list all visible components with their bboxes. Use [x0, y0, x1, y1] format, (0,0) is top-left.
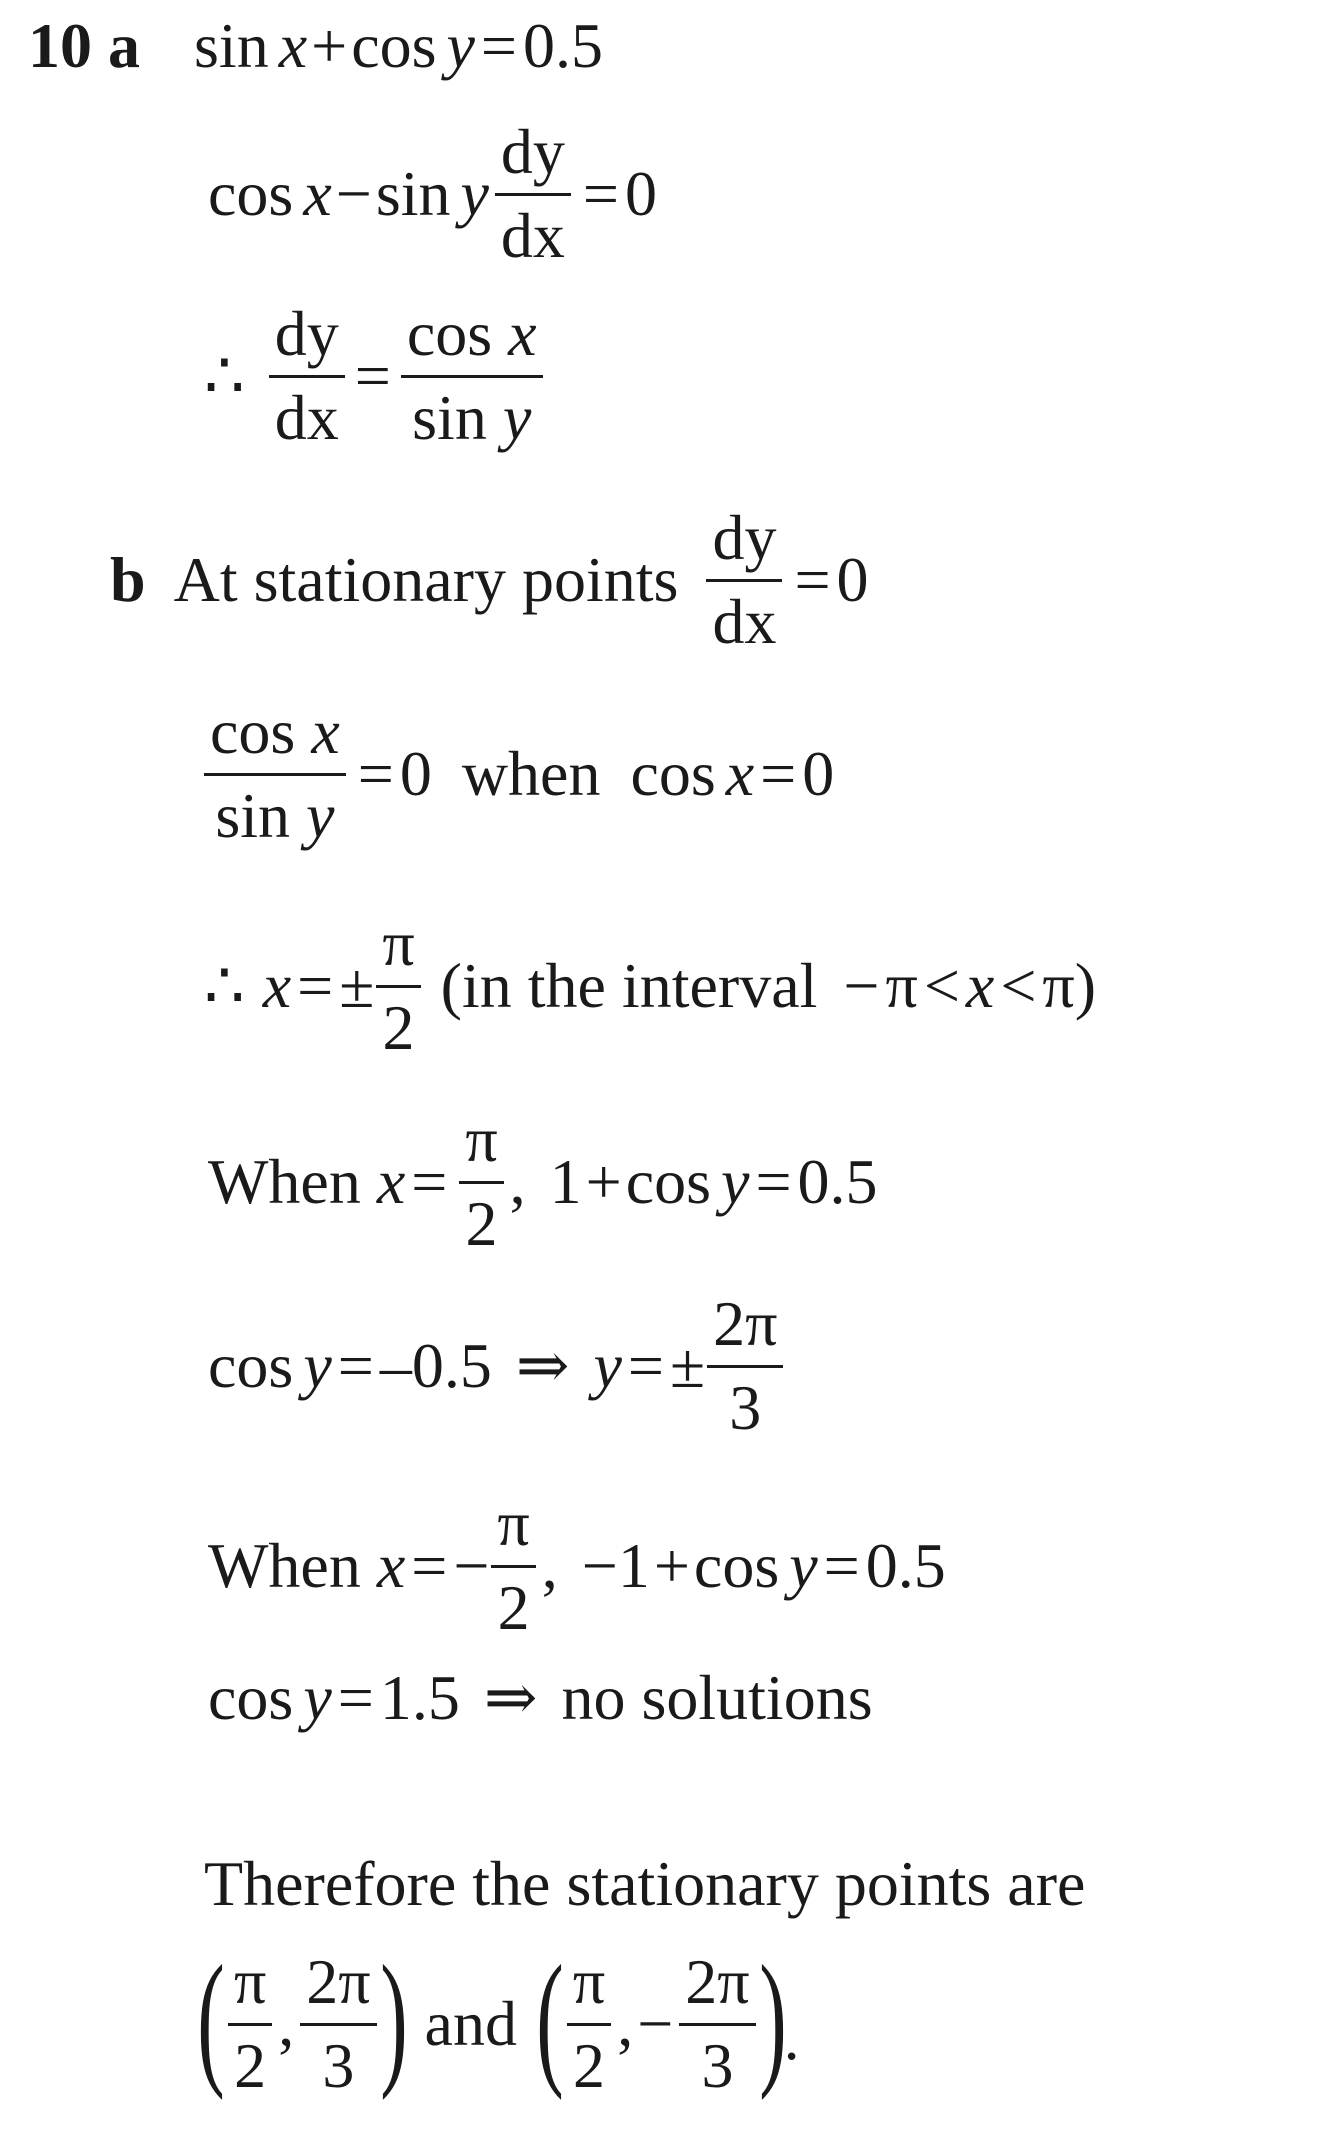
conclusion-points — [197, 1934, 800, 2102]
op-minus: − — [453, 1529, 490, 1601]
var-x: x — [508, 298, 537, 369]
op-less-than: < — [923, 949, 960, 1021]
op-eq: = — [755, 1145, 792, 1217]
fraction-bar — [376, 985, 420, 988]
denominator: 3 — [701, 2030, 734, 2102]
question-label-b: b — [110, 543, 146, 615]
part-b-no-solutions — [208, 1662, 873, 1733]
comma: , — [541, 1529, 558, 1601]
const-one: 1 — [617, 1529, 650, 1601]
text-therefore-sentence: Therefore the stationary points are — [204, 1848, 1086, 1919]
fraction-bar — [679, 2023, 755, 2026]
op-eq: = — [627, 1329, 664, 1401]
op-eq: = — [337, 1329, 374, 1401]
fraction-2pi-over-3 — [679, 1946, 755, 2102]
text-in-the-interval: (in the interval — [440, 949, 818, 1021]
fn-cos: cos — [630, 737, 716, 809]
part-b-zero-condition — [204, 696, 835, 852]
text-at-stationary-points: At stationary points — [173, 543, 679, 615]
var-y: y — [303, 1662, 332, 1733]
fraction-bar — [228, 2023, 272, 2026]
right-paren: ) — [379, 1934, 408, 2101]
part-b-x-solutions — [204, 908, 1097, 1064]
var-y: y — [306, 780, 335, 852]
fraction-2pi-over-3 — [300, 1946, 376, 2102]
denominator: dx — [274, 382, 339, 454]
right-paren: ) — [1074, 949, 1097, 1021]
fraction-bar — [491, 1565, 535, 1568]
var-y: y — [303, 1329, 332, 1401]
right-paren: ) — [758, 1934, 787, 2101]
fn-cos: cos — [406, 298, 493, 369]
const-pi: π — [1042, 949, 1075, 1021]
var-y: y — [789, 1529, 818, 1601]
op-plus: + — [311, 10, 348, 81]
numerator: dy — [500, 116, 565, 187]
op-eq: = — [480, 10, 517, 81]
var-x: x — [725, 737, 755, 809]
const-pi: π — [885, 949, 918, 1021]
var-x: x — [311, 696, 340, 767]
fn-sin: sin — [412, 382, 487, 454]
op-eq: = — [794, 543, 831, 615]
fraction-cos-over-sin — [204, 696, 346, 852]
implies-arrow: ⇒ — [483, 1662, 538, 1733]
fn-sin: sin — [375, 157, 451, 229]
denominator: 2 — [234, 2030, 267, 2102]
numerator — [204, 698, 346, 765]
question-label-a: 10 a — [28, 10, 140, 81]
fraction-2pi-over-3 — [707, 1288, 783, 1444]
const-zero: 0 — [836, 543, 869, 615]
numerator: π — [382, 908, 415, 979]
numerator: π — [497, 1488, 530, 1559]
fraction-pi-over-2 — [459, 1104, 503, 1260]
var-y: y — [446, 10, 475, 81]
denominator: 2 — [497, 1572, 530, 1644]
fraction-bar — [459, 1181, 503, 1184]
fraction-pi-over-2 — [567, 1946, 611, 2102]
const-half: 0.5 — [797, 1145, 878, 1217]
fraction-bar — [567, 2023, 611, 2026]
fraction-dy-dx — [495, 116, 571, 272]
fraction-cos-over-sin — [401, 298, 543, 454]
var-y: y — [593, 1329, 622, 1401]
fraction-bar — [401, 375, 543, 378]
op-plus: + — [585, 1145, 622, 1217]
conclusion-sentence — [204, 1848, 1086, 1919]
numerator — [401, 300, 543, 367]
fn-cos: cos — [208, 1662, 294, 1733]
fraction-bar — [707, 1365, 783, 1368]
op-eq: = — [411, 1145, 448, 1217]
fn-sin: sin — [215, 780, 290, 852]
op-eq: = — [760, 737, 797, 809]
fraction-dy-dx — [269, 298, 345, 454]
var-x: x — [376, 1145, 406, 1217]
const-half: 0.5 — [865, 1529, 946, 1601]
fraction-bar — [706, 579, 782, 582]
const-neg-half: –0.5 — [379, 1329, 492, 1401]
implies-arrow: ⇒ — [515, 1329, 570, 1401]
text-when: when — [461, 737, 601, 809]
op-eq: = — [354, 339, 391, 411]
denominator: 2 — [382, 992, 415, 1064]
text-when-capital: When — [208, 1529, 361, 1601]
fraction-pi-over-2 — [491, 1488, 535, 1644]
op-eq: = — [582, 157, 619, 229]
denominator: dx — [712, 586, 777, 658]
part-a-differentiated — [208, 116, 657, 272]
text-and: and — [424, 1987, 517, 2059]
var-y: y — [460, 157, 489, 229]
fn-cos: cos — [208, 1329, 294, 1401]
numerator: 2π — [685, 1946, 750, 2017]
op-minus: − — [637, 1987, 674, 2059]
numerator: dy — [712, 502, 777, 573]
numerator: dy — [274, 298, 339, 369]
part-b-case-negative — [208, 1488, 946, 1644]
fn-cos: cos — [208, 157, 294, 229]
fn-cos: cos — [693, 1529, 780, 1601]
denominator — [406, 382, 537, 454]
const-one: 1 — [549, 1145, 582, 1217]
op-eq: = — [297, 949, 334, 1021]
denominator: 3 — [729, 1372, 762, 1444]
numerator: π — [465, 1104, 498, 1175]
denominator: 3 — [322, 2030, 355, 2102]
op-plus-minus: ± — [339, 949, 375, 1021]
op-plus: + — [653, 1529, 690, 1601]
part-b-case-positive — [208, 1104, 878, 1260]
comma: , — [278, 1987, 295, 2059]
fraction-pi-over-2 — [228, 1946, 272, 2102]
var-x: x — [965, 949, 995, 1021]
text-no-solutions: no solutions — [561, 1662, 873, 1733]
op-minus: − — [335, 157, 372, 229]
op-eq: = — [357, 737, 394, 809]
op-eq: = — [823, 1529, 860, 1601]
numerator: 2π — [306, 1946, 371, 2017]
numerator: 2π — [713, 1288, 778, 1359]
fraction-bar — [300, 2023, 376, 2026]
denominator: dx — [500, 200, 565, 272]
fn-cos: cos — [625, 1145, 712, 1217]
op-plus-minus: ± — [669, 1329, 706, 1401]
fn-sin: sin — [194, 10, 269, 81]
fraction-bar — [269, 375, 345, 378]
op-less-than: < — [1000, 949, 1037, 1021]
therefore-symbol: ∴ — [204, 949, 245, 1021]
fn-cos: cos — [210, 696, 296, 767]
fn-cos: cos — [351, 10, 437, 81]
text-when-capital: When — [208, 1145, 361, 1217]
numerator: π — [572, 1946, 606, 2017]
left-paren: ( — [536, 1934, 564, 2101]
part-a-result — [204, 298, 549, 454]
fraction-bar — [204, 773, 346, 776]
const-zero: 0 — [399, 737, 432, 809]
op-minus: − — [581, 1529, 618, 1601]
op-eq: = — [337, 1662, 374, 1733]
comma: , — [509, 1145, 526, 1217]
numerator: π — [233, 1946, 267, 2017]
denominator — [209, 780, 340, 852]
var-x: x — [262, 949, 292, 1021]
period: . — [783, 2001, 800, 2073]
therefore-symbol: ∴ — [204, 339, 245, 411]
const-zero: 0 — [625, 157, 657, 229]
op-minus: − — [843, 949, 880, 1021]
denominator: 2 — [465, 1188, 498, 1260]
denominator: 2 — [573, 2030, 606, 2102]
const-zero: 0 — [802, 737, 835, 809]
comma: , — [617, 1987, 634, 2059]
var-x: x — [278, 10, 308, 81]
var-y: y — [721, 1145, 750, 1217]
var-x: x — [376, 1529, 406, 1601]
fraction-pi-over-2 — [376, 908, 420, 1064]
const-one-half: 1.5 — [379, 1662, 460, 1733]
var-y: y — [502, 382, 532, 454]
op-eq: = — [411, 1529, 448, 1601]
fraction-bar — [495, 193, 571, 196]
part-b-condition — [110, 502, 869, 658]
fraction-dy-dx — [706, 502, 782, 658]
part-b-y-solutions — [208, 1288, 789, 1444]
var-x: x — [303, 157, 332, 229]
left-paren: ( — [197, 1934, 225, 2101]
const-half: 0.5 — [523, 10, 603, 81]
part-a-equation — [28, 10, 603, 81]
